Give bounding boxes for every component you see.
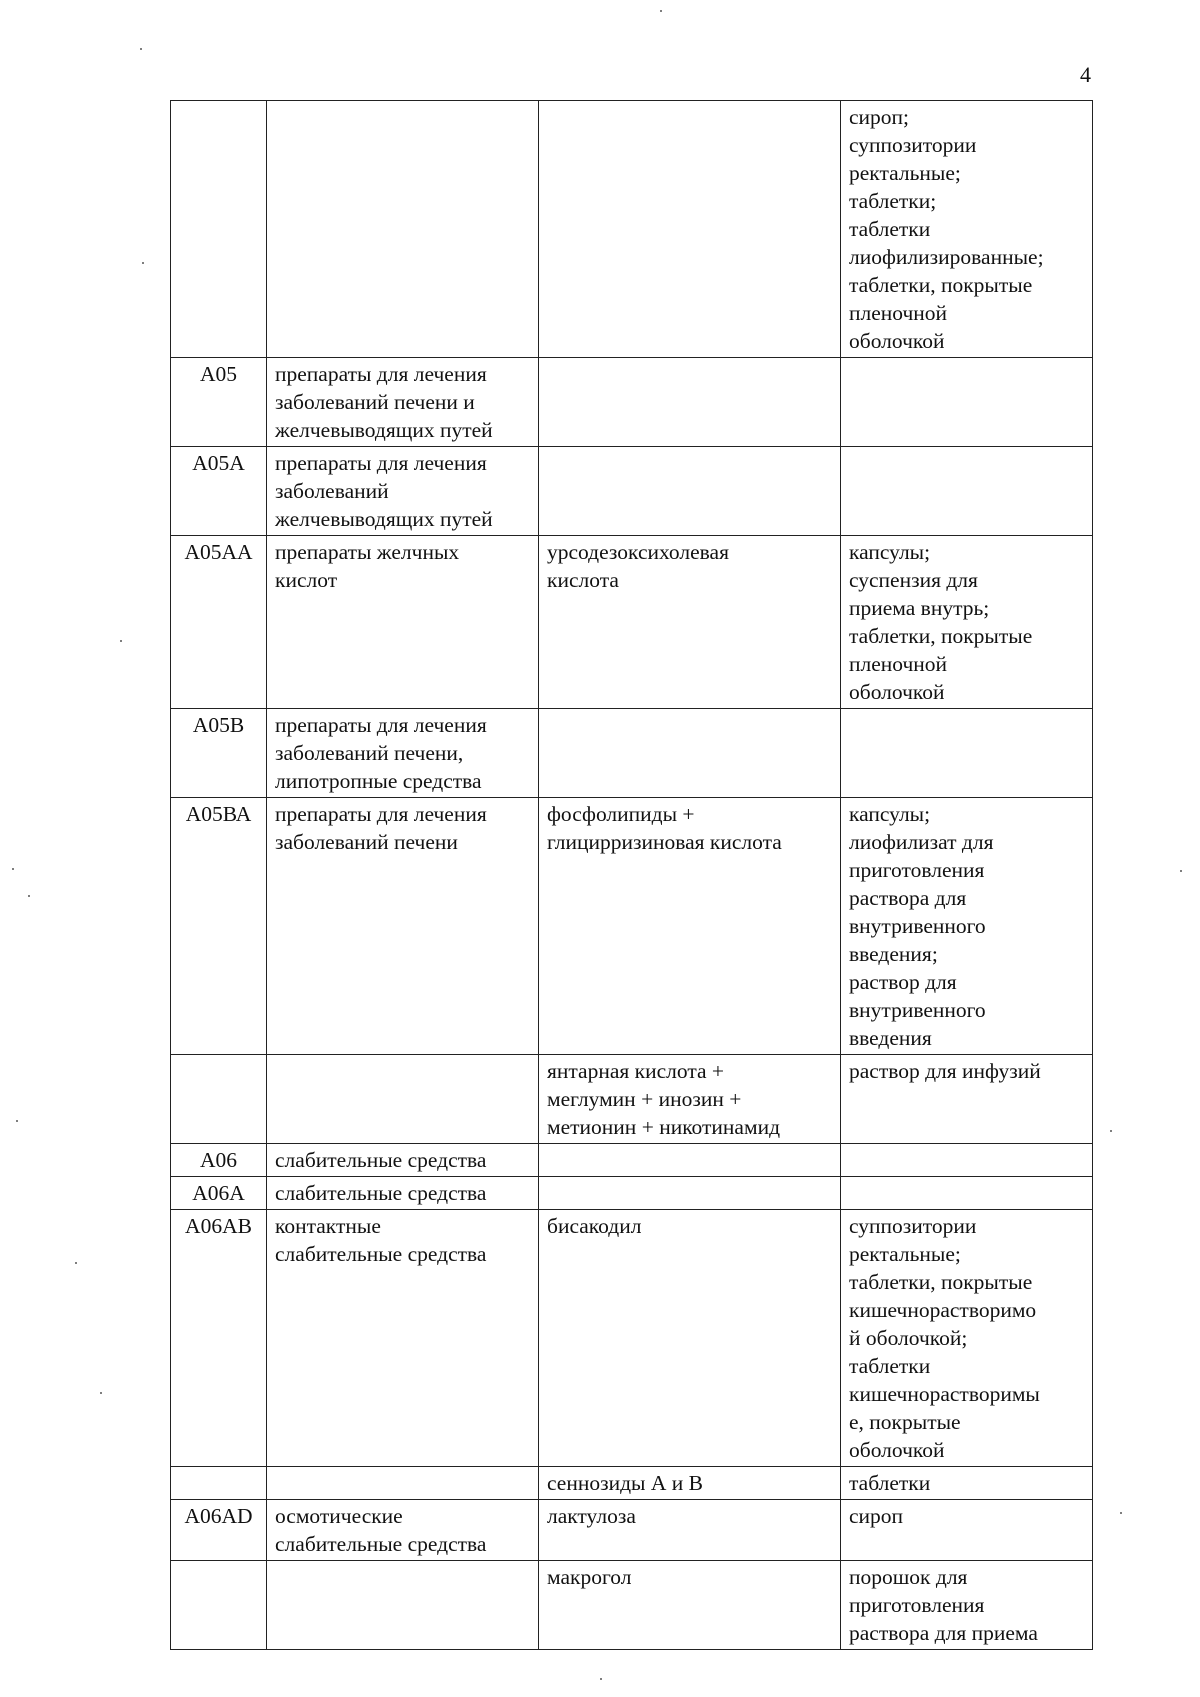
group-line: препараты для лечения xyxy=(275,451,487,475)
atc-code-cell: А05ВА xyxy=(171,798,267,1055)
form-line: пленочной xyxy=(849,301,948,325)
form-line: таблетки, покрытые xyxy=(849,624,1033,648)
scan-speck xyxy=(140,48,142,50)
form-line: лиофилизат для xyxy=(849,830,994,854)
form-cell xyxy=(841,1177,1093,1210)
group-line: слабительные средства xyxy=(275,1242,487,1266)
atc-code-cell: А05В xyxy=(171,709,267,798)
form-line: капсулы; xyxy=(849,802,931,826)
drug-cell xyxy=(539,1177,841,1210)
group-cell xyxy=(267,1561,539,1650)
group-cell xyxy=(267,447,539,536)
table-body xyxy=(171,101,1093,1650)
form-line: таблетки xyxy=(849,1471,931,1495)
form-line: оболочкой xyxy=(849,680,945,704)
form-line: суспензия для xyxy=(849,568,978,592)
form-line: раствор для xyxy=(849,970,957,994)
scan-speck xyxy=(1110,1130,1112,1132)
table-row xyxy=(171,101,1093,358)
form-line: таблетки, покрытые xyxy=(849,1270,1033,1294)
drug-line: глицирризиновая кислота xyxy=(547,830,782,854)
form-line: сироп; xyxy=(849,105,910,129)
scan-speck xyxy=(16,1120,18,1122)
form-line: введения; xyxy=(849,942,938,966)
group-line: осмотические xyxy=(275,1504,403,1528)
form-line: кишечнорастворимо xyxy=(849,1298,1037,1322)
form-line: кишечнорастворимы xyxy=(849,1382,1040,1406)
form-cell xyxy=(841,1144,1093,1177)
form-line: суппозитории xyxy=(849,133,977,157)
form-line: суппозитории xyxy=(849,1214,977,1238)
table-row xyxy=(171,709,1093,798)
drug-line: меглумин + инозин + xyxy=(547,1087,742,1111)
form-line: внутривенного xyxy=(849,998,986,1022)
atc-code-cell xyxy=(171,1561,267,1650)
group-line: препараты для лечения xyxy=(275,713,487,737)
drug-line: фосфолипиды + xyxy=(547,802,695,826)
group-line: заболеваний печени xyxy=(275,830,458,854)
atc-code-cell: А06АВ xyxy=(171,1210,267,1467)
drug-cell xyxy=(539,1210,841,1467)
atc-code-cell: А05 xyxy=(171,358,267,447)
drug-line: метионин + никотинамид xyxy=(547,1115,781,1139)
form-line: капсулы; xyxy=(849,540,931,564)
group-line: липотропные средства xyxy=(275,769,482,793)
form-line: оболочкой xyxy=(849,329,945,353)
group-line: заболеваний xyxy=(275,479,389,503)
drug-line: сеннозиды А и В xyxy=(547,1471,703,1495)
atc-code-cell: А06АD xyxy=(171,1500,267,1561)
drug-cell xyxy=(539,1055,841,1144)
drug-line: янтарная кислота + xyxy=(547,1059,725,1083)
form-line: ректальные; xyxy=(849,1242,961,1266)
drug-cell xyxy=(539,1561,841,1650)
drug-cell xyxy=(539,101,841,358)
group-cell xyxy=(267,1055,539,1144)
group-cell xyxy=(267,1144,539,1177)
scan-speck xyxy=(120,640,122,642)
table-row xyxy=(171,536,1093,709)
form-line: приготовления xyxy=(849,1593,985,1617)
group-cell xyxy=(267,536,539,709)
group-cell xyxy=(267,1210,539,1467)
group-line: заболеваний печени, xyxy=(275,741,464,765)
atc-code-cell: А06 xyxy=(171,1144,267,1177)
atc-code-cell xyxy=(171,101,267,358)
drug-cell xyxy=(539,358,841,447)
form-line: раствора для xyxy=(849,886,967,910)
atc-code-cell: А05АА xyxy=(171,536,267,709)
table-row xyxy=(171,1177,1093,1210)
form-line: пленочной xyxy=(849,652,948,676)
table-row xyxy=(171,1210,1093,1467)
form-line: таблетки, покрытые xyxy=(849,273,1033,297)
form-cell xyxy=(841,536,1093,709)
form-cell xyxy=(841,1561,1093,1650)
drug-cell xyxy=(539,1144,841,1177)
group-line: желчевыводящих путей xyxy=(275,418,493,442)
drug-cell xyxy=(539,709,841,798)
group-cell xyxy=(267,798,539,1055)
scan-speck xyxy=(1180,870,1182,872)
form-cell xyxy=(841,1500,1093,1561)
table-row xyxy=(171,798,1093,1055)
atc-code-cell xyxy=(171,1055,267,1144)
drug-cell xyxy=(539,1467,841,1500)
table-row xyxy=(171,1561,1093,1650)
form-cell xyxy=(841,358,1093,447)
form-line: приема внутрь; xyxy=(849,596,990,620)
group-cell xyxy=(267,101,539,358)
group-line: препараты для лечения xyxy=(275,362,487,386)
atc-code-cell xyxy=(171,1467,267,1500)
drug-cell xyxy=(539,1500,841,1561)
group-line: контактные xyxy=(275,1214,381,1238)
group-line: заболеваний печени и xyxy=(275,390,475,414)
table-row xyxy=(171,1500,1093,1561)
form-line: оболочкой xyxy=(849,1438,945,1462)
group-line: слабительные средства xyxy=(275,1148,487,1172)
group-line: кислот xyxy=(275,568,338,592)
table-row xyxy=(171,358,1093,447)
form-line: таблетки xyxy=(849,217,931,241)
drug-line: макрогол xyxy=(547,1565,632,1589)
group-line: желчевыводящих путей xyxy=(275,507,493,531)
form-line: порошок для xyxy=(849,1565,968,1589)
table-row xyxy=(171,1055,1093,1144)
drug-line: лактулоза xyxy=(547,1504,636,1528)
group-line: слабительные средства xyxy=(275,1181,487,1205)
form-line: таблетки xyxy=(849,1354,931,1378)
drug-line: урсодезоксихолевая xyxy=(547,540,729,564)
table-row xyxy=(171,1144,1093,1177)
drug-cell xyxy=(539,798,841,1055)
form-cell xyxy=(841,101,1093,358)
form-cell xyxy=(841,1210,1093,1467)
drug-classification-table xyxy=(170,100,1093,1650)
drug-cell xyxy=(539,536,841,709)
group-line: препараты желчных xyxy=(275,540,460,564)
form-line: внутривенного xyxy=(849,914,986,938)
form-line: раствора для приема xyxy=(849,1621,1038,1645)
drug-line: бисакодил xyxy=(547,1214,642,1238)
form-cell xyxy=(841,447,1093,536)
scan-speck xyxy=(1120,1512,1122,1514)
form-cell xyxy=(841,798,1093,1055)
form-cell xyxy=(841,709,1093,798)
drug-line: кислота xyxy=(547,568,619,592)
table-row xyxy=(171,447,1093,536)
form-line: приготовления xyxy=(849,858,985,882)
form-line: сироп xyxy=(849,1504,904,1528)
scan-speck xyxy=(100,1392,102,1394)
form-line: лиофилизированные; xyxy=(849,245,1044,269)
scan-speck xyxy=(142,262,144,264)
form-line: введения xyxy=(849,1026,932,1050)
drug-cell xyxy=(539,447,841,536)
group-line: слабительные средства xyxy=(275,1532,487,1556)
group-cell xyxy=(267,358,539,447)
form-line: й оболочкой; xyxy=(849,1326,968,1350)
group-cell xyxy=(267,709,539,798)
group-line: препараты для лечения xyxy=(275,802,487,826)
group-cell xyxy=(267,1500,539,1561)
page-number: 4 xyxy=(1080,62,1091,87)
atc-code-cell: А06А xyxy=(171,1177,267,1210)
form-line: е, покрытые xyxy=(849,1410,961,1434)
table-row xyxy=(171,1467,1093,1500)
form-line: таблетки; xyxy=(849,189,937,213)
form-line: раствор для инфузий xyxy=(849,1059,1041,1083)
scan-speck xyxy=(28,895,30,897)
form-cell xyxy=(841,1467,1093,1500)
group-cell xyxy=(267,1467,539,1500)
form-line: ректальные; xyxy=(849,161,961,185)
form-cell xyxy=(841,1055,1093,1144)
scan-speck xyxy=(75,1262,77,1264)
group-cell xyxy=(267,1177,539,1210)
atc-code-cell: А05А xyxy=(171,447,267,536)
scan-speck xyxy=(600,1678,602,1680)
scan-speck xyxy=(660,10,662,12)
scan-speck xyxy=(12,868,14,870)
